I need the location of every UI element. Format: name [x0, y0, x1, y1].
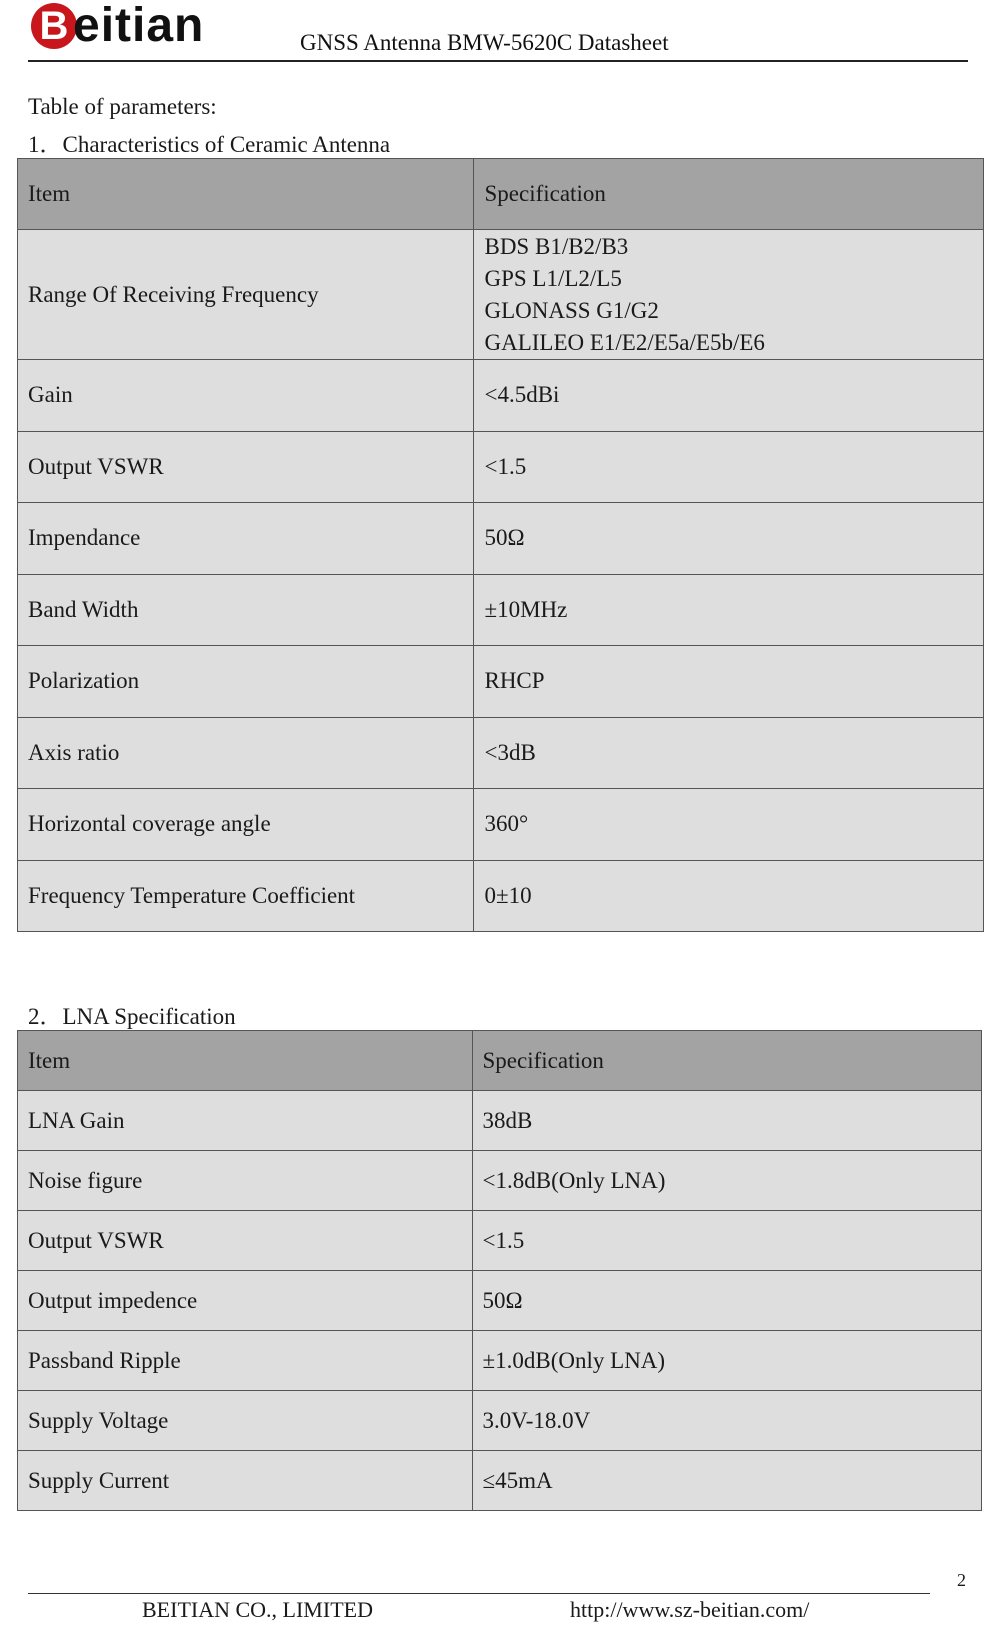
table-row [18, 1391, 982, 1451]
item-cell: Horizontal coverage angle [18, 789, 474, 861]
beitian-logo [31, 2, 204, 50]
page-header [28, 0, 968, 62]
logo-b-mark: B [31, 3, 77, 49]
table-row [18, 230, 984, 360]
item-cell: Axis ratio [18, 717, 474, 789]
footer-url-link[interactable]: http://www.sz-beitian.com/ [570, 1597, 810, 1622]
table-row [18, 789, 984, 861]
item-cell: Range Of Receiving Frequency [18, 230, 474, 360]
table-header-row [18, 1031, 982, 1091]
item-cell: Supply Current [18, 1451, 473, 1511]
spec-line: BDS B1/B2/B3 [484, 233, 629, 259]
table-row [18, 860, 984, 932]
column-header-specification: Specification [474, 159, 984, 230]
spec-cell: <4.5dBi [474, 360, 984, 432]
spec-cell: 50Ω [472, 1271, 981, 1331]
page-number: 2 [957, 1570, 966, 1590]
table-row [18, 1331, 982, 1391]
table-row [18, 503, 984, 575]
item-cell: Supply Voltage [18, 1391, 473, 1451]
spec-cell: 38dB [472, 1091, 981, 1151]
table-row [18, 646, 984, 718]
item-cell: LNA Gain [18, 1091, 473, 1151]
item-cell: Frequency Temperature Coefficient [18, 860, 474, 932]
column-header-item: Item [18, 1031, 473, 1091]
table-row [18, 1451, 982, 1511]
table-row [18, 1211, 982, 1271]
table-row [18, 1091, 982, 1151]
spec-cell: <1.5 [472, 1211, 981, 1271]
intro-text: Table of parameters: [28, 94, 217, 119]
spec-cell: 360° [474, 789, 984, 861]
lna-spec-table [17, 1030, 982, 1511]
table-row [18, 1271, 982, 1331]
footer-company: BEITIAN CO., LIMITED [142, 1597, 373, 1622]
spec-cell: <3dB [474, 717, 984, 789]
spec-line: GLONASS G1/G2 [484, 297, 659, 323]
column-header-specification: Specification [472, 1031, 981, 1091]
spec-cell: ±10MHz [474, 574, 984, 646]
spec-cell [474, 230, 984, 360]
document-title: GNSS Antenna BMW-5620C Datasheet [300, 30, 669, 55]
item-cell: Gain [18, 360, 474, 432]
table-row [18, 717, 984, 789]
table-row [18, 431, 984, 503]
spec-cell: <1.5 [474, 431, 984, 503]
spec-cell: 50Ω [474, 503, 984, 575]
spec-cell: RHCP [474, 646, 984, 718]
ceramic-antenna-table [17, 158, 984, 932]
table-header-row [18, 159, 984, 230]
section1-title: 1．Characteristics of Ceramic Antenna [28, 132, 391, 157]
item-cell: Noise figure [18, 1151, 473, 1211]
spec-cell: 3.0V-18.0V [472, 1391, 981, 1451]
item-cell: Output impedence [18, 1271, 473, 1331]
spec-line: GPS L1/L2/L5 [484, 265, 622, 291]
item-cell: Output VSWR [18, 1211, 473, 1271]
item-cell: Impendance [18, 503, 474, 575]
item-cell: Polarization [18, 646, 474, 718]
logo-wordmark: eitian [73, 0, 205, 52]
spec-cell: <1.8dB(Only LNA) [472, 1151, 981, 1211]
column-header-item: Item [18, 159, 474, 230]
spec-cell: 0±10 [474, 860, 984, 932]
table-row [18, 574, 984, 646]
spec-line: GALILEO E1/E2/E5a/E5b/E6 [484, 329, 765, 355]
item-cell: Passband Ripple [18, 1331, 473, 1391]
footer-divider [28, 1593, 930, 1594]
item-cell: Output VSWR [18, 431, 474, 503]
item-cell: Band Width [18, 574, 474, 646]
spec-cell: ≤45mA [472, 1451, 981, 1511]
table-row [18, 1151, 982, 1211]
table-row [18, 360, 984, 432]
section2-title: 2．LNA Specification [28, 1004, 236, 1029]
spec-cell: ±1.0dB(Only LNA) [472, 1331, 981, 1391]
